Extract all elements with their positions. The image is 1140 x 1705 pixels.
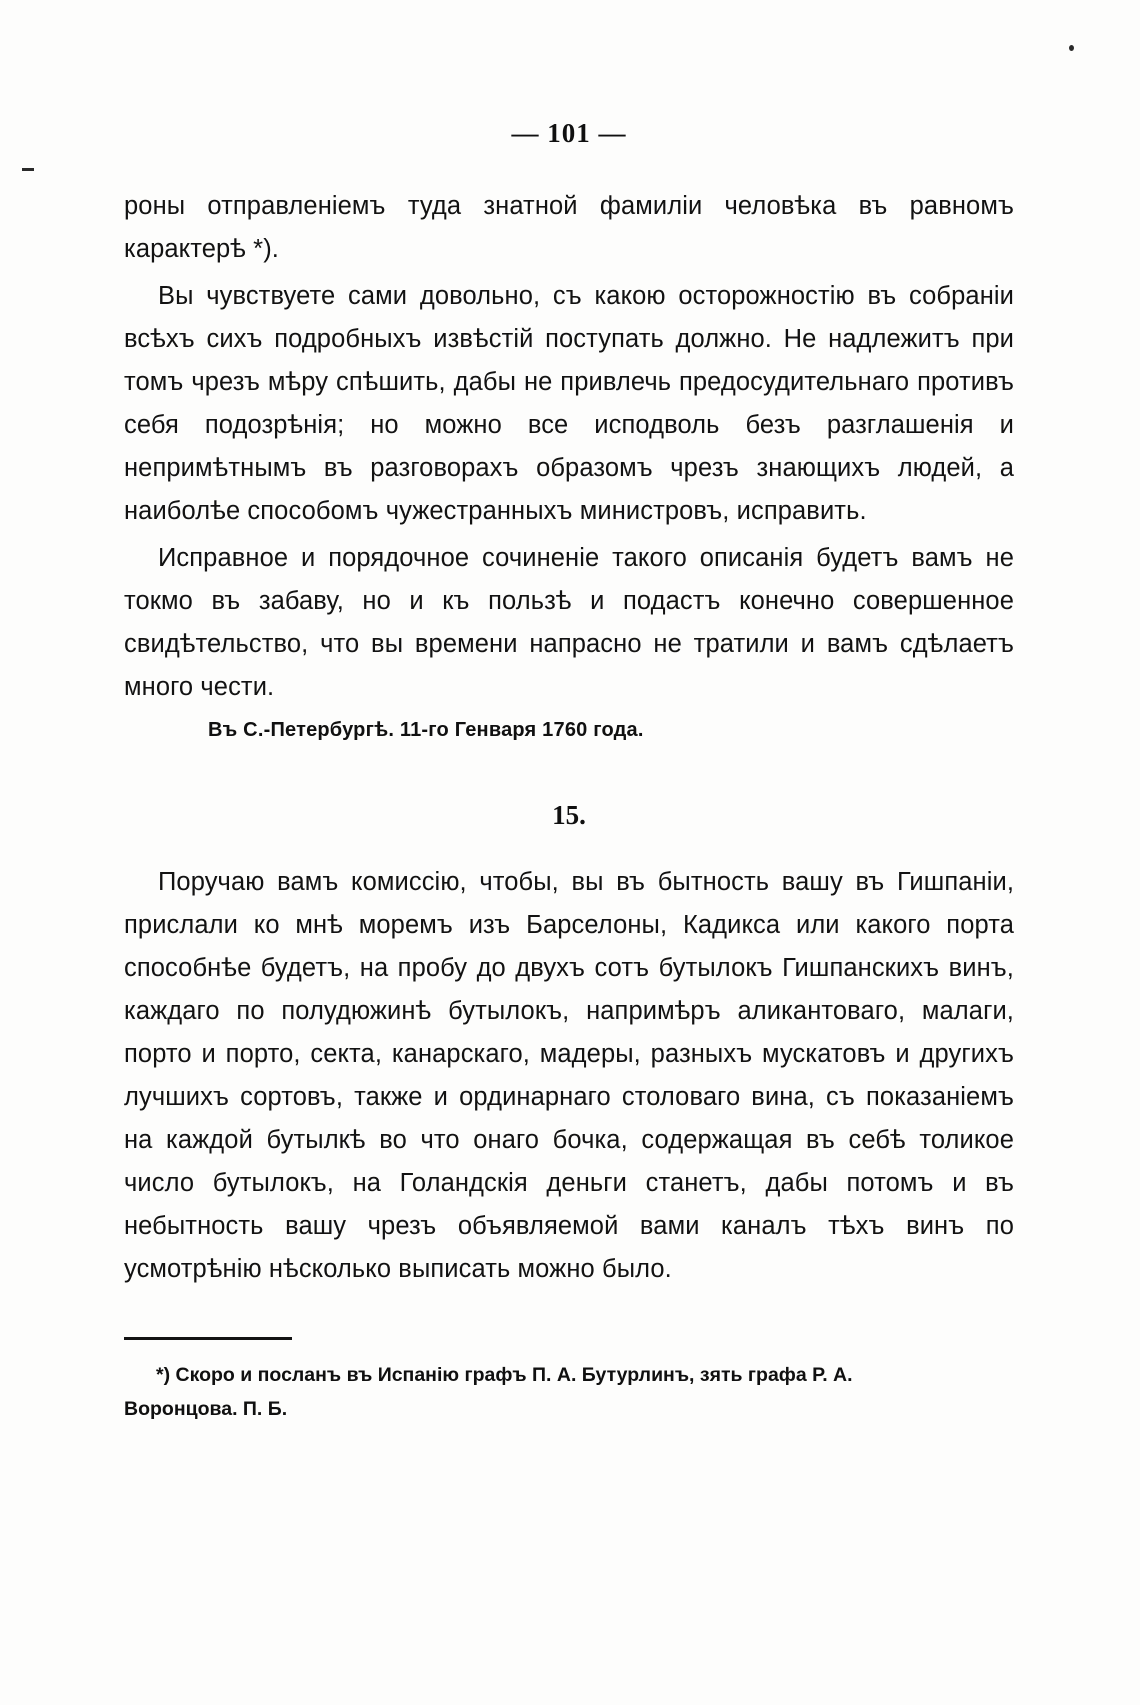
footnote-text: [124, 1358, 1014, 1426]
page-number: — 101 —: [511, 118, 627, 148]
paragraph-continuation: роны отправленіемъ туда знатной фамиліи человѣка въ равномъ карактерѣ *).: [124, 192, 1014, 263]
footnote-line-2: Воронцова. П. Б.: [124, 1398, 288, 1420]
footnote-divider: [124, 1337, 292, 1340]
page-content: [124, 118, 1014, 1426]
footnote-line-1: *) Скоро и посланъ въ Испанію графъ П. А. Бутурлинъ, зять графа Р. А.: [156, 1364, 853, 1386]
section-number-heading: 15.: [552, 800, 586, 830]
ink-speck-left-margin: [22, 168, 34, 171]
paragraph-section-15: Поручаю вамъ комиссію, чтобы, вы въ бытность вашу въ Гишпаніи, прислали ко мнѣ моремъ изъ Барселоны, Кадикса или какого порта способнѣе будетъ, на пробу до двухъ сотъ бутылокъ Гишпанскихъ винъ, каждаго по полудюжинѣ бутылокъ, напримѣръ аликантоваго, малаги, порто и порто, секта, канарскаго, мадеры, разныхъ мускатовъ и другихъ лучшихъ сортовъ, также и ординарнаго столоваго вина, съ показаніемъ на каждой бутылкѣ во что онаго бочка, содержащая въ себѣ толикое число бутылокъ, на Голандскія деньги станетъ, дабы потомъ и въ небытность вашу чрезъ объявляемой вами каналъ тѣхъ винъ по усмотрѣнію нѣсколько выписать можно было.: [124, 868, 1014, 1283]
ink-speck-top-right: [1069, 45, 1074, 51]
paragraph-three: Исправное и порядочное сочиненіе такого описанія будетъ вамъ не токмо въ забаву, но и къ пользѣ и подастъ конечно совершенное свидѣтельство, что вы времени напрасно не тратили и вамъ сдѣлаетъ много чести.: [124, 544, 1014, 701]
paragraph-two: Вы чувствуете сами довольно, съ какою осторожностію въ собраніи всѣхъ сихъ подробныхъ извѣстій поступать должно. Не надлежитъ при томъ чрезъ мѣру спѣшить, дабы не привлечь предосудительнаго противъ себя подозрѣнія; но можно все исподволь безъ разглашенія и непримѣтнымъ въ разговорахъ образомъ чрезъ знающихъ людей, а наиболѣе способомъ чужестранныхъ министровъ, исправить.: [124, 282, 1014, 525]
place-and-date-line: Въ С.-Петербургѣ. 11-го Генваря 1760 года.: [208, 719, 644, 741]
